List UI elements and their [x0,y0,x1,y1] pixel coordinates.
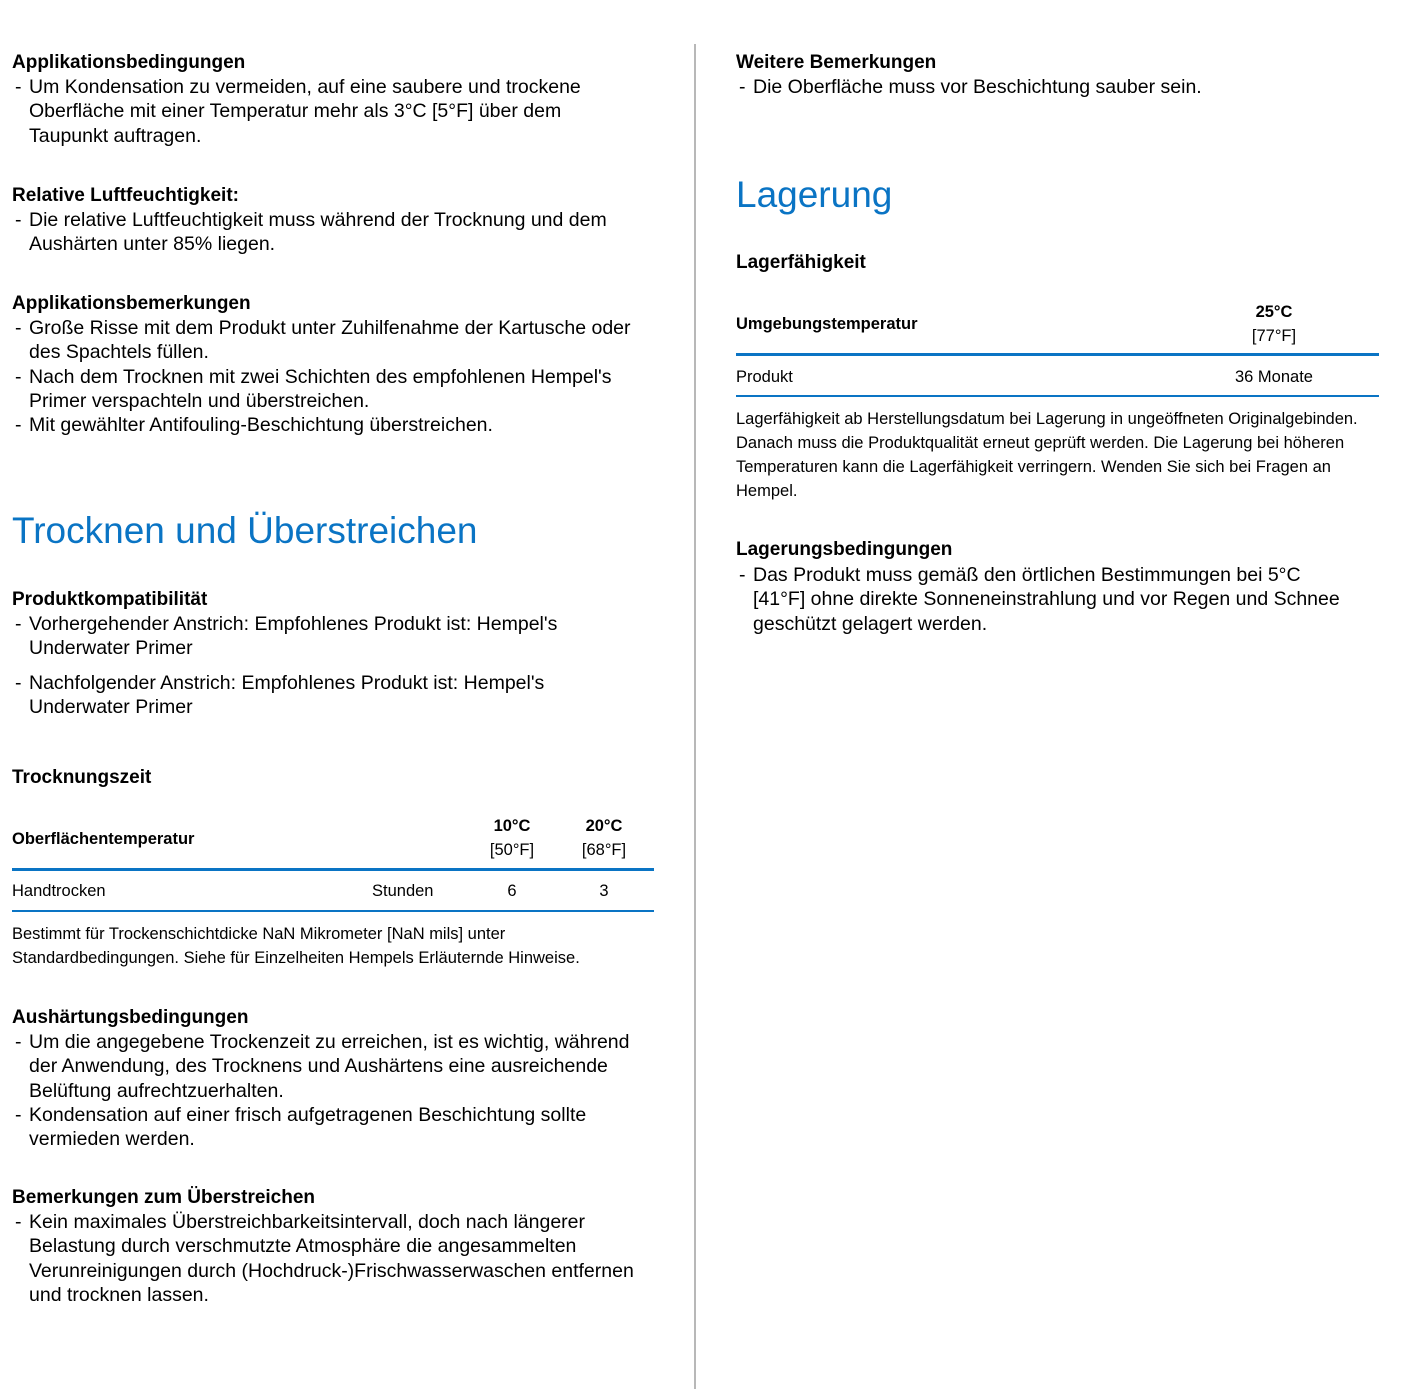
table-header-label: Oberflächentemperatur [12,830,195,848]
table-row-label: Produkt [736,368,793,386]
temp-fahrenheit: [68°F] [581,841,627,859]
table-cell-value: 36 Monate [1235,368,1313,386]
list-product-compatibility [12,612,612,719]
heading-further-remarks: Weitere Bemerkungen [736,52,937,73]
heading-application-conditions: Applikationsbedingungen [12,52,246,73]
list-item: - Kondensation auf einer frisch aufgetragenen Beschichtung sollte vermieden werden. [12,1103,642,1152]
section-title-drying: Trocknen und Überstreichen [12,510,478,551]
temp-fahrenheit: [77°F] [1251,327,1297,345]
list-overcoat-remarks [12,1210,637,1307]
temp-celsius: 20°C [585,817,623,835]
list-item: - Das Produkt muss gemäß den örtlichen Bestimmungen bei 5°C [41°F] ohne direkte Sonneneinstrahlung und vor Regen und Schnee geschützt gelagert werden. [736,563,1346,636]
list-relative-humidity [12,208,652,257]
table-cell-value: 3 [599,882,609,900]
table-bottom-rule [736,395,1379,397]
shelf-life-note: Lagerfähigkeit ab Herstellungsdatum bei Lagerung in ungeöffneten Originalgebinden. Danach muss die Produktqualität erneut geprüft werden. Die Lagerung bei höheren Temperaturen kann die Lagerfähigkeit verringern. Wenden Sie sich bei Fragen an Hempel. [736,410,1358,500]
table-bottom-rule [12,910,654,912]
list-application-remarks [12,316,657,437]
heading-shelf-life: Lagerfähigkeit [736,252,866,273]
table-header-rule [736,353,1379,356]
list-application-conditions [12,75,642,148]
drying-time-note: Bestimmt für Trockenschichtdicke NaN Mikrometer [NaN mils] unter Standardbedingungen. Siehe für Einzelheiten Hempels Erläuternde Hinweise. [12,925,580,967]
list-further-remarks [736,75,1376,99]
column-divider [694,44,696,1389]
list-item: - Kein maximales Überstreichbarkeitsintervall, doch nach längerer Belastung durch verschmutzte Atmosphäre die angesammelten Verunreinigungen durch (Hochdruck-)Frischwasserwaschen entfernen und trocknen lassen. [12,1210,637,1307]
list-item: - Um Kondensation zu vermeiden, auf eine saubere und trockene Oberfläche mit einer Temperatur mehr als 3°C [5°F] über dem Taupunkt auftragen. [12,75,642,148]
list-item: - Um die angegebene Trockenzeit zu erreichen, ist es wichtig, während der Anwendung, des Trocknens und Aushärtens eine ausreichende Belüftung aufrechtzuerhalten. [12,1030,642,1103]
list-item: - Mit gewählter Antifouling-Beschichtung überstreichen. [12,413,657,437]
heading-drying-time: Trocknungszeit [12,767,152,788]
list-item: - Vorhergehender Anstrich: Empfohlenes Produkt ist: Hempel's Underwater Primer [12,612,612,661]
temp-celsius: 10°C [493,817,531,835]
list-item: - Nachfolgender Anstrich: Empfohlenes Produkt ist: Hempel's Underwater Primer [12,671,612,720]
list-item: - Große Risse mit dem Produkt unter Zuhilfenahme der Kartusche oder des Spachtels füllen. [12,316,657,365]
heading-application-remarks: Applikationsbemerkungen [12,293,251,314]
heading-product-compatibility: Produktkompatibilität [12,589,208,610]
heading-overcoat-remarks: Bemerkungen zum Überstreichen [12,1187,316,1208]
list-storage-conditions [736,563,1346,636]
list-item: - Die relative Luftfeuchtigkeit muss während der Trocknung und dem Aushärten unter 85% liegen. [12,208,652,257]
section-title-storage: Lagerung [736,174,893,215]
list-item: - Die Oberfläche muss vor Beschichtung sauber sein. [736,75,1376,99]
heading-relative-humidity: Relative Luftfeuchtigkeit: [12,185,239,206]
table-header-col-25c [1224,300,1324,348]
heading-storage-conditions: Lagerungsbedingungen [736,539,953,560]
drying-time-table [12,814,654,914]
list-item: - Nach dem Trocknen mit zwei Schichten des empfohlenen Hempel's Primer verspachteln und überstreichen. [12,365,657,414]
table-cell-value: 6 [507,882,517,900]
shelf-life-table [736,300,1379,400]
table-header-col-20c [566,814,642,862]
table-header-label: Umgebungstemperatur [736,315,918,333]
heading-curing-conditions: Aushärtungsbedingungen [12,1007,249,1028]
list-curing-conditions [12,1030,642,1151]
temp-celsius: 25°C [1255,303,1293,321]
table-header-col-10c [474,814,550,862]
table-header-rule [12,868,654,871]
temp-fahrenheit: [50°F] [489,841,535,859]
table-row-unit: Stunden [372,882,434,900]
table-row-label: Handtrocken [12,882,106,900]
